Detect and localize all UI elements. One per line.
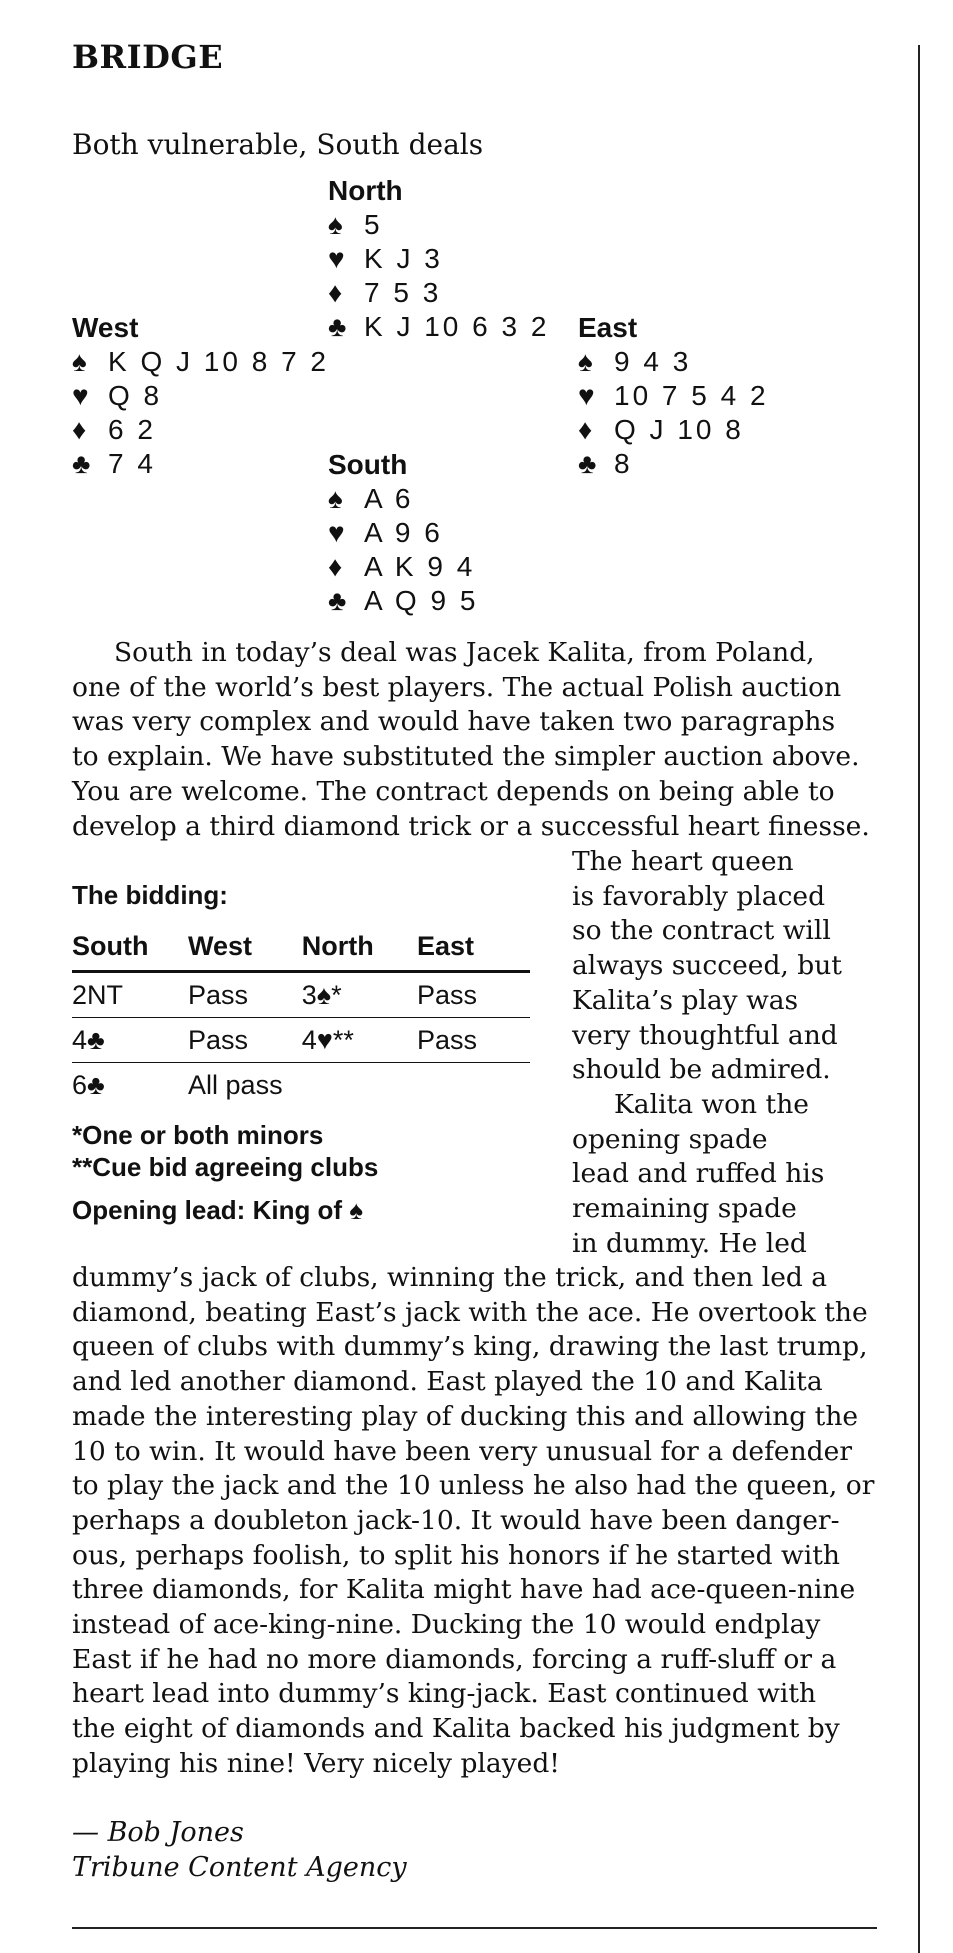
spade-cards: A 6 xyxy=(364,483,414,514)
club-cards: 8 xyxy=(614,448,633,479)
text-line: East if he had no more diamonds, forcing a ruff-sluff or a xyxy=(72,1643,837,1675)
bidding-table xyxy=(72,925,530,1107)
text-line: is favorably placed xyxy=(572,880,826,912)
bidding-header: South xyxy=(72,925,188,972)
bid-cell: 3♠* xyxy=(302,972,417,1018)
text-line: three diamonds, for Kalita might have had ace-queen-nine xyxy=(72,1574,856,1606)
club-icon: ♣ xyxy=(328,585,347,616)
heart-icon: ♥ xyxy=(72,380,89,411)
bidding-row xyxy=(72,1018,530,1063)
heart-cards: Q 8 xyxy=(108,380,163,411)
bottom-divider xyxy=(72,1927,877,1929)
text-line: opening spade xyxy=(572,1123,768,1155)
bidding-header: North xyxy=(302,925,417,972)
column-divider xyxy=(918,45,920,1953)
bid-cell: Pass xyxy=(417,972,530,1018)
text-line: remaining spade xyxy=(572,1193,797,1225)
bid-cell xyxy=(417,1063,530,1108)
spade-icon: ♠ xyxy=(328,209,343,240)
heart-icon: ♥ xyxy=(578,380,595,411)
bid-cell: 6♣ xyxy=(72,1070,105,1100)
bidding-title: The bidding: xyxy=(72,880,228,910)
bid-cell: 4♥** xyxy=(302,1018,417,1063)
spade-cards: 9 4 3 xyxy=(614,346,692,377)
diamond-cards: 6 2 xyxy=(108,414,156,445)
text-line: playing his nine! Very nicely played! xyxy=(72,1747,560,1779)
text-line: to play the jack and the 10 unless he also had the queen, or xyxy=(72,1470,875,1502)
spade-cards: 5 xyxy=(364,209,383,240)
heart-icon: ♥ xyxy=(328,243,345,274)
text-line: very thoughtful and xyxy=(572,1019,838,1051)
diamond-icon: ♦ xyxy=(328,277,343,308)
bid-cell: All pass xyxy=(188,1070,283,1100)
club-cards: K J 10 6 3 2 xyxy=(364,311,550,342)
diamond-icon: ♦ xyxy=(72,414,87,445)
bidding-header: West xyxy=(188,925,302,972)
spade-cards: K Q J 10 8 7 2 xyxy=(108,346,329,377)
tail-paragraph xyxy=(72,1261,882,1782)
club-icon: ♣ xyxy=(578,448,597,479)
text-line: the eight of diamonds and Kalita backed his judgment by xyxy=(72,1713,840,1745)
heart-icon: ♥ xyxy=(328,517,345,548)
hand-north xyxy=(328,174,549,344)
text-line: to explain. We have substituted the simpler auction above. xyxy=(72,741,860,773)
text-line: South in today’s deal was Jacek Kalita, from Poland, xyxy=(114,637,815,668)
diamond-cards: 7 5 3 xyxy=(364,277,442,308)
heart-cards: K J 3 xyxy=(364,243,443,274)
diamond-icon: ♦ xyxy=(328,551,343,582)
text-line: in dummy. He led xyxy=(572,1227,807,1259)
byline-author: — Bob Jones xyxy=(72,1817,244,1848)
bidding-header: East xyxy=(417,925,530,972)
bidding-row xyxy=(72,1063,530,1108)
byline-agency: Tribune Content Agency xyxy=(72,1852,407,1883)
text-line: always succeed, but xyxy=(572,950,842,982)
text-line: ous, perhaps foolish, to split his honors if he started with xyxy=(72,1539,840,1571)
text-line: should be admired. xyxy=(572,1054,831,1086)
deal-conditions: Both vulnerable, South deals xyxy=(72,128,484,161)
heart-cards: 10 7 5 4 2 xyxy=(614,380,769,411)
text-line: develop a third diamond trick or a successful heart finesse. xyxy=(72,810,870,842)
bidding-note: **Cue bid agreeing clubs xyxy=(72,1152,379,1182)
diamond-cards: A K 9 4 xyxy=(364,551,476,582)
hand-south xyxy=(328,448,478,618)
bid-cell: Pass xyxy=(188,972,302,1018)
club-cards: A Q 9 5 xyxy=(364,585,479,616)
spade-icon: ♠ xyxy=(328,483,343,514)
hand-name: South xyxy=(328,449,408,480)
hand-east xyxy=(578,311,769,481)
club-icon: ♣ xyxy=(328,311,347,342)
text-line: heart lead into dummy’s king-jack. East continued with xyxy=(72,1678,817,1710)
bidding-note: *One or both minors xyxy=(72,1120,324,1150)
hand-name: East xyxy=(578,312,638,343)
opening-lead: Opening lead: King of ♠ xyxy=(72,1195,364,1225)
bidding-row xyxy=(72,972,530,1018)
text-line: dummy’s jack of clubs, winning the trick, and then led a xyxy=(72,1262,828,1293)
text-line: Kalita won the xyxy=(614,1088,809,1120)
bidding-box xyxy=(72,880,532,1226)
text-line: The heart queen xyxy=(572,846,794,877)
diamond-icon: ♦ xyxy=(578,414,593,445)
bid-cell: 2NT xyxy=(72,972,188,1018)
column-heading: BRIDGE xyxy=(72,38,224,76)
text-line: 10 to win. It would have been very unusual for a defender xyxy=(72,1435,852,1467)
club-icon: ♣ xyxy=(72,448,91,479)
hand-name: West xyxy=(72,312,139,343)
club-cards: 7 4 xyxy=(108,448,156,479)
text-line: You are welcome. The contract depends on being able to xyxy=(72,775,835,807)
hand-west xyxy=(72,311,329,481)
text-line: perhaps a doubleton jack-10. It would have been danger- xyxy=(72,1504,840,1536)
text-line: was very complex and would have taken two paragraphs xyxy=(72,706,836,738)
intro-paragraph xyxy=(72,636,882,844)
bid-cell: Pass xyxy=(188,1018,302,1063)
spade-icon: ♠ xyxy=(578,346,593,377)
hand-name: North xyxy=(328,175,403,206)
diamond-cards: Q J 10 8 xyxy=(614,414,744,445)
text-line: lead and ruffed his xyxy=(572,1158,825,1190)
heart-cards: A 9 6 xyxy=(364,517,443,548)
text-line: one of the world’s best players. The actual Polish auction xyxy=(72,671,842,703)
bidding-notes xyxy=(72,1119,532,1183)
bid-cell xyxy=(302,1063,417,1108)
bidding-header-row xyxy=(72,925,530,972)
bid-cell: Pass xyxy=(417,1018,530,1063)
bid-cell: 4♣ xyxy=(72,1018,188,1063)
text-line: Kalita’s play was xyxy=(572,984,799,1016)
text-line: instead of ace-king-nine. Ducking the 10 would endplay xyxy=(72,1609,821,1641)
spade-icon: ♠ xyxy=(72,346,87,377)
text-line: queen of clubs with dummy’s king, drawing the last trump, xyxy=(72,1331,868,1363)
side-paragraph xyxy=(572,845,872,1261)
text-line: made the interesting play of ducking this and allowing the xyxy=(72,1400,859,1432)
text-line: so the contract will xyxy=(572,915,831,947)
byline xyxy=(72,1815,407,1885)
text-line: and led another diamond. East played the 10 and Kalita xyxy=(72,1366,823,1398)
text-line: diamond, beating East’s jack with the ace. He overtook the xyxy=(72,1296,868,1328)
